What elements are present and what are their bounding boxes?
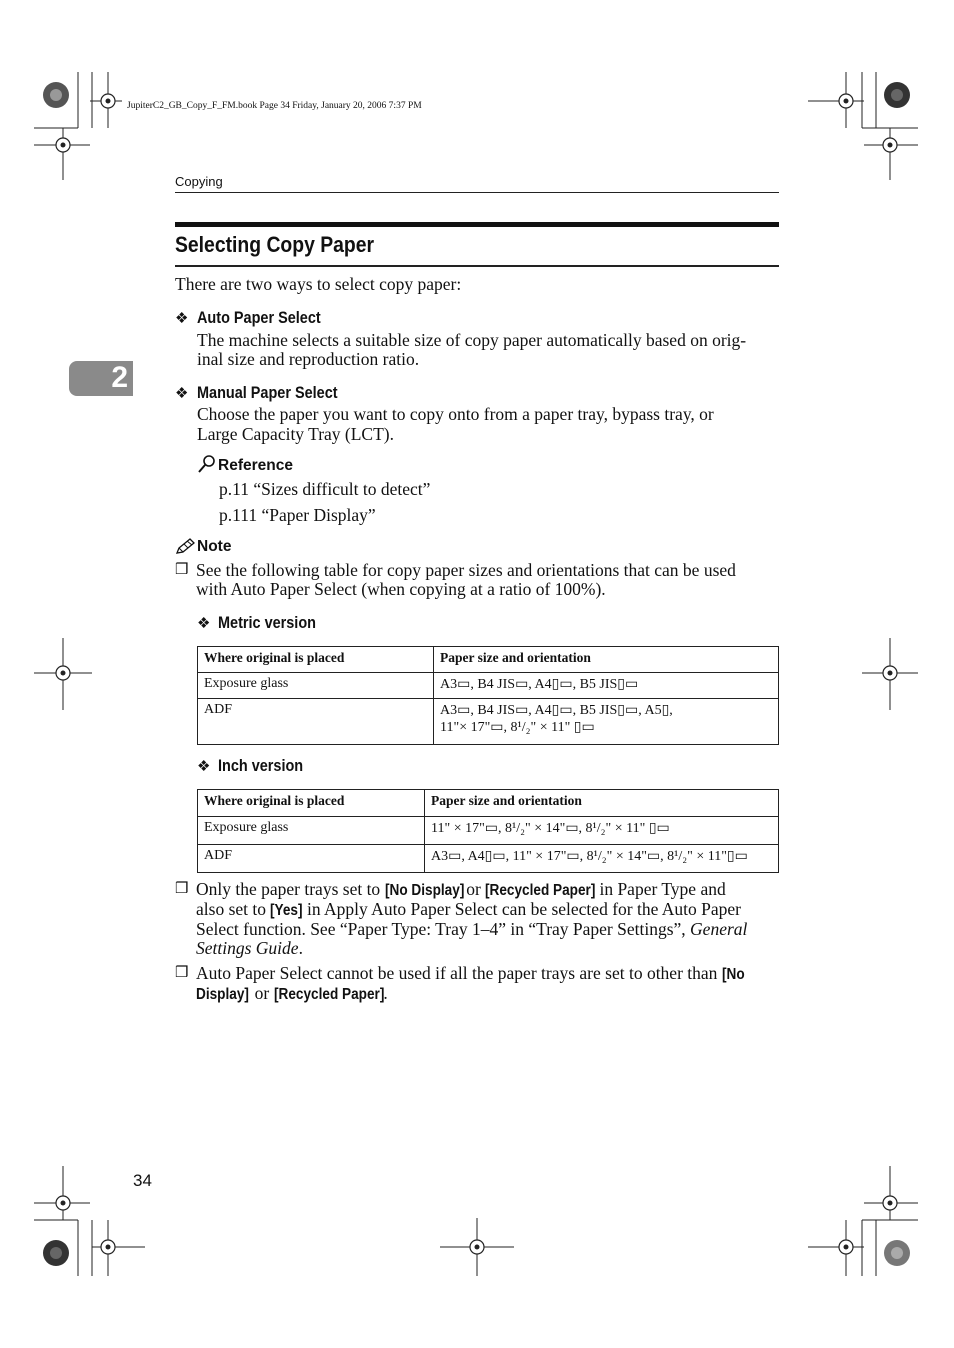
- table-header-cell: Paper size and orientation: [425, 790, 779, 817]
- guide-title: General: [690, 919, 748, 939]
- metric-table: [197, 646, 779, 745]
- table-cell: Exposure glass: [198, 673, 434, 699]
- note-text: Only the paper trays set to: [196, 879, 381, 899]
- chapter-tab: [69, 361, 133, 396]
- title-bottom-rule: [175, 265, 779, 267]
- manual-text-1: Choose the paper you want to copy onto from a paper tray, bypass tray, or: [197, 404, 714, 424]
- table-row: [198, 699, 779, 745]
- option-recycled-paper: [Recycled Paper]: [273, 986, 384, 1003]
- diamond-bullet-icon: ❖: [197, 616, 211, 632]
- note-item-2-line-3: [196, 919, 747, 939]
- table-header-cell: Paper size and orientation: [434, 647, 779, 673]
- table-row: [198, 845, 779, 873]
- note-text: or: [254, 983, 270, 1003]
- auto-heading: Auto Paper Select: [197, 308, 321, 327]
- table-cell: ADF: [198, 699, 434, 745]
- chapter-number: 2: [111, 361, 128, 394]
- page-number: 34: [133, 1171, 152, 1190]
- intro-text: There are two ways to select copy paper:: [175, 274, 462, 294]
- note-text: or: [466, 879, 481, 899]
- note-heading: Note: [197, 538, 232, 555]
- note-item-2-line-2: [196, 899, 741, 921]
- table-cell: Exposure glass: [198, 817, 425, 845]
- note-item-3-line-1: [196, 963, 748, 985]
- note-item-1-line-1: See the following table for copy paper sizes and orientations that can be used: [196, 560, 736, 580]
- metric-heading: Metric version: [218, 613, 316, 632]
- table-row: [198, 817, 779, 845]
- manual-heading: Manual Paper Select: [197, 383, 338, 402]
- table-cell: 11" × 17"▭, 8¹/₂" × 14"▭, 8¹/₂" × 11" ▯▭: [425, 817, 779, 845]
- file-header: JupiterC2_GB_Copy_F_FM.book Page 34 Friday, January 20, 2006 7:37 PM: [127, 101, 422, 111]
- guide-title: Settings Guide: [196, 938, 299, 958]
- table-cell: A3▭, B4 JIS▭, A4▯▭, B5 JIS▯▭: [434, 673, 779, 699]
- table-header-cell: Where original is placed: [198, 790, 425, 817]
- diamond-bullet-icon: ❖: [175, 386, 189, 402]
- reference-heading: Reference: [218, 457, 293, 474]
- note-text: Select function. See “Paper Type: Tray 1–4” in “Tray Paper Settings”,: [196, 919, 686, 939]
- auto-text-1: The machine selects a suitable size of copy paper automatically based on orig-: [197, 330, 747, 350]
- diamond-bullet-icon: ❖: [197, 759, 211, 775]
- option-no-display: [No: [721, 966, 745, 983]
- running-head: Copying: [175, 174, 223, 189]
- note-text: Auto Paper Select cannot be used if all the paper trays are set to other than: [196, 963, 718, 983]
- table-header-cell: Where original is placed: [198, 647, 434, 673]
- note-text: in Paper Type and: [599, 879, 726, 899]
- checkbox-icon: ❒: [175, 965, 189, 981]
- option-recycled-paper: [Recycled Paper]: [485, 882, 596, 899]
- pencil-icon: [175, 537, 197, 555]
- diamond-bullet-icon: ❖: [175, 311, 189, 327]
- note-text: in Apply Auto Paper Select can be selected for the Auto Paper: [307, 899, 741, 919]
- note-item-3-line-2: [196, 983, 388, 1005]
- table-cell-line: A3▭, B4 JIS▭, A4▯▭, B5 JIS▯▭, A5▯,: [440, 703, 673, 718]
- note-text: .: [298, 938, 303, 958]
- checkbox-icon: ❒: [175, 562, 189, 578]
- checkbox-icon: ❒: [175, 881, 189, 897]
- section-title: Selecting Copy Paper: [175, 232, 375, 257]
- running-head-rule: [175, 192, 779, 193]
- table-cell: ADF: [198, 845, 425, 873]
- note-item-2-line-4: [196, 938, 303, 958]
- table-row: [198, 673, 779, 699]
- reference-item-1[interactable]: p.11 “Sizes difficult to detect”: [219, 479, 431, 499]
- inch-table: [197, 789, 779, 873]
- note-text: .: [383, 983, 388, 1003]
- option-no-display: Display]: [196, 986, 249, 1003]
- reference-item-2[interactable]: p.111 “Paper Display”: [219, 505, 376, 525]
- option-no-display: [No Display]: [384, 882, 464, 899]
- table-cell: [434, 699, 779, 745]
- table-cell-line: 11"× 17"▭, 8¹/₂" × 11" ▯▭: [440, 720, 595, 735]
- note-item-1-line-2: with Auto Paper Select (when copying at a ratio of 100%).: [196, 579, 606, 599]
- table-cell: A3▭, A4▯▭, 11" × 17"▭, 8¹/₂" × 14"▭, 8¹/₂" × 11"▯▭: [425, 845, 779, 873]
- note-text: also set to: [196, 899, 266, 919]
- magnifier-icon: [197, 454, 217, 474]
- auto-text-2: inal size and reproduction ratio.: [197, 349, 420, 369]
- table-row: [198, 647, 779, 673]
- option-yes: [Yes]: [270, 902, 303, 919]
- manual-text-2: Large Capacity Tray (LCT).: [197, 424, 394, 444]
- note-item-2-line-1: [196, 879, 726, 901]
- title-top-rule: [175, 222, 779, 227]
- table-row: [198, 790, 779, 817]
- inch-heading: Inch version: [218, 756, 304, 775]
